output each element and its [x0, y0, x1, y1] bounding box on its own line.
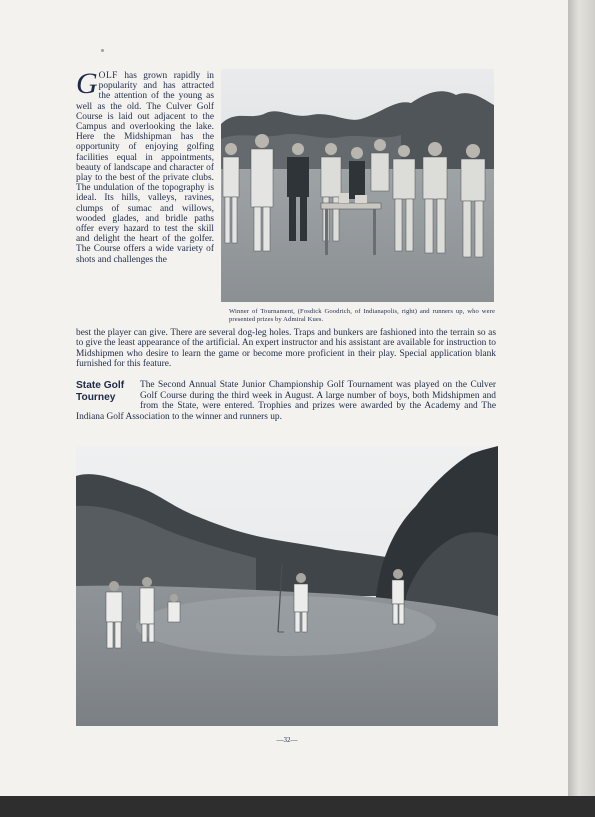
tourney-heading: State Golf Tourney	[76, 380, 125, 403]
intro-text: has grown rapidly in popularity and has attracted the attention of the young as well as the old. The Culver Golf Course is laid out adjacent to the Campus and overlooking the lake. Here the Midshipman has the opportunity of enjoying golfing facilities equal in appointments, beauty of landscape and character of play to the best of the private clubs. The undulation of the topography is ideal. Its hills, valleys, ravines, clumps of sumac and willows, wooded glades, and bridle paths offer every hazard to test the skill and delight the heart of the golfer. The Course offers a wide variety of shots and challenges the	[76, 71, 214, 265]
scan-background	[0, 796, 595, 817]
photo-caption: Winner of Tournament, (Fosdick Goodrich, of Indianapolis, right) and runners up, who were presented prizes by Admiral Kues.	[229, 308, 495, 324]
course-photo-graphic	[76, 446, 498, 726]
golf-intro-paragraph	[76, 67, 214, 265]
group-photo-graphic	[221, 69, 494, 302]
page-edge-shadow	[568, 0, 595, 796]
golf-course-photo	[76, 446, 498, 726]
page-number: —32—	[276, 736, 298, 744]
drop-cap: G	[76, 67, 98, 100]
tournament-winners-photo	[221, 69, 494, 302]
lead-word: OLF	[98, 71, 118, 81]
golf-continuation-paragraph: best the player can give. There are several dog-leg holes. Traps and bunkers are fashioned into the terrain so as to give the least appearance of the artificial. An expert instructor and his assistant are available for instruction to Midshipmen who desire to learn the game or become more proficient in their play. Special application blank furnished for this feature.	[76, 328, 496, 370]
tourney-paragraph	[76, 380, 496, 422]
tourney-text: The Second Annual State Junior Championship Golf Tournament was played on the Culver Golf Course during the third week in August. A large number of boys, both Midshipmen and from the State, were entered. Trophies and prizes were awarded by the Academy and The Indiana Golf Association to the winner and runners up.	[76, 380, 496, 422]
printer-mark	[101, 49, 104, 52]
